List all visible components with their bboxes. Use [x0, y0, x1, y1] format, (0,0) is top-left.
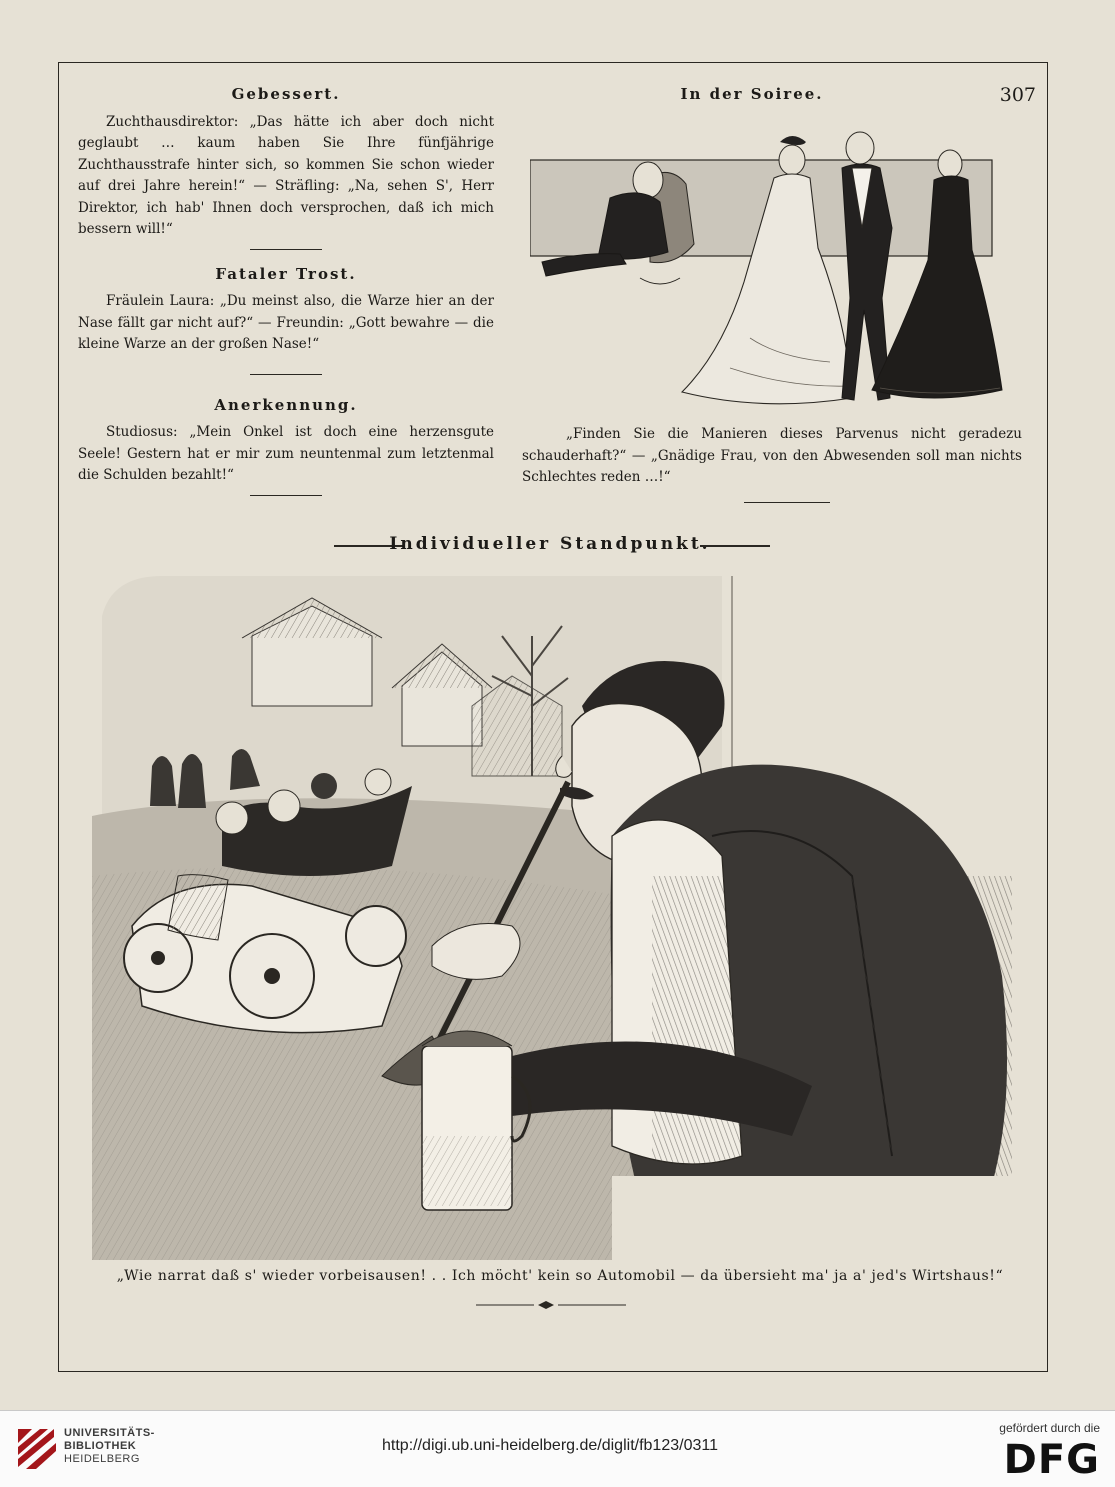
- section-title: In der Soiree.: [680, 85, 824, 103]
- separator-rule: [250, 374, 322, 375]
- university-library-logo-icon: [16, 1425, 58, 1473]
- dfg-logo: DFG: [1003, 1437, 1100, 1483]
- joke-section: [78, 395, 494, 496]
- caption-text: „Finden Sie die Manieren dieses Parvenus nicht geradezu schauderhaft?“ — „Gnädige Frau, von den Abwesenden soll man nichts Schlechtes reden …!“: [522, 426, 1022, 485]
- institution-line: UNIVERSITÄTS-: [64, 1427, 155, 1439]
- separator-rule: [250, 495, 322, 496]
- soiree-illustration: [530, 118, 1020, 418]
- cartoon-title: Individueller Standpunkt.: [389, 534, 711, 554]
- cartoon-caption: „Wie narrat daß s' wieder vorbeisausen! . . Ich möcht' kein so Automobil — da übersieht ma' ja a' jed's Wirtshaus!“: [116, 1268, 1004, 1284]
- left-column: [78, 84, 494, 510]
- separator-rule: [250, 249, 322, 250]
- end-ornament: [476, 1300, 626, 1310]
- title-ornament-right: [700, 545, 770, 547]
- institution-line: BIBLIOTHEK: [64, 1440, 137, 1452]
- section-text: Studiosus: „Mein Onkel ist doch eine herzensgute Seele! Gestern hat er mir zum neuntenmal zum letztenmal die Schulden bezahlt!“: [78, 424, 494, 483]
- digitization-footer: [0, 1410, 1115, 1487]
- right-column: [522, 84, 1022, 112]
- funding-label: gefördert durch die: [999, 1421, 1100, 1435]
- section-text: Fräulein Laura: „Du meinst also, die Warze hier an der Nase fällt gar nicht auf?“ — Freundin: „Gott bewahre — die kleine Warze an der großen Nase!“: [78, 293, 494, 352]
- joke-section: [78, 264, 494, 375]
- separator-rule: [744, 502, 830, 503]
- section-title: Fataler Trost.: [215, 264, 357, 283]
- institution-line: HEIDELBERG: [64, 1453, 140, 1465]
- institution-name: [64, 1427, 155, 1466]
- page-number: 307: [999, 84, 1036, 106]
- section-text: Zuchthausdirektor: „Das hätte ich aber doch nicht geglaubt … kaum haben Sie Ihre fünfjährige Zuchthausstrafe hinter sich, so kommen Sie schon wieder auf drei Jahre herein!“ — Sträfling: „Na, sehen S', Herr Direktor, ich hab' Ihnen doch versprochen, daß ich mich bessern will!“: [78, 113, 494, 237]
- section-title: Anerkennung.: [214, 395, 358, 414]
- automobile-cartoon-illustration: [92, 576, 1018, 1260]
- soiree-caption: [522, 424, 1022, 489]
- section-title: Gebessert.: [231, 85, 341, 103]
- permalink-url[interactable]: http://digi.ub.uni-heidelberg.de/diglit/fb123/0311: [382, 1437, 718, 1454]
- joke-section: [78, 84, 494, 250]
